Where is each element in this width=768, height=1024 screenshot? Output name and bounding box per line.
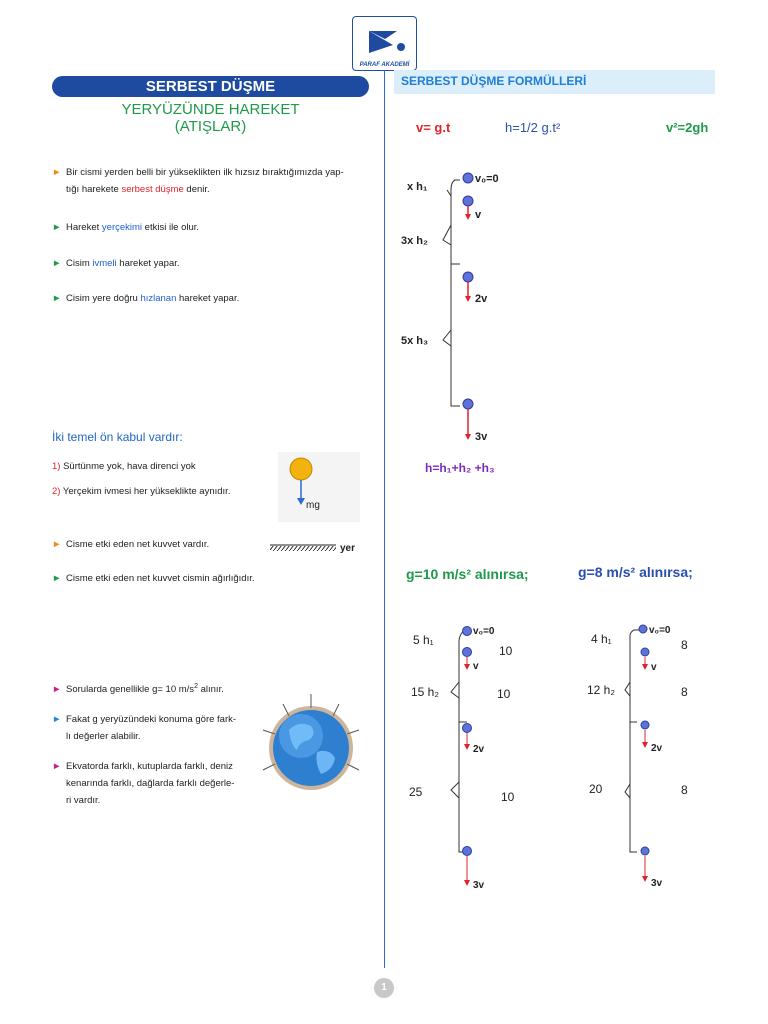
fall-diagram bbox=[395, 160, 535, 485]
bullet-net-force: ► Cisme etki eden net kuvvet vardır. bbox=[52, 539, 210, 550]
bullet-gravity: ► Hareket yerçekimi etkisi ile olur. bbox=[52, 222, 200, 233]
svg-text:v₀=0: v₀=0 bbox=[649, 625, 671, 636]
column-divider bbox=[384, 70, 385, 968]
assumption-1: 1) Sürtünme yok, hava direnci yok bbox=[52, 461, 196, 472]
assumption-heading: İki temel ön kabul vardır: bbox=[52, 430, 183, 444]
svg-text:v: v bbox=[473, 661, 479, 672]
g8-diagram bbox=[585, 612, 705, 897]
bullet-definition: ► Bir cismi yerden belli bir yükseklikten ilk hızsız bıraktığımızda yap- tığı harekete serbest düşme denir. bbox=[52, 167, 344, 195]
v1-label: v bbox=[475, 209, 482, 221]
svg-text:2v: 2v bbox=[651, 743, 663, 754]
h2-label: 3x h₂ bbox=[401, 235, 428, 247]
formula-velocity: v= g.t bbox=[416, 120, 451, 135]
bullet-weight: ► Cisme etki eden net kuvvet cismin ağırlığıdır. bbox=[52, 573, 255, 584]
svg-text:15 h₂: 15 h₂ bbox=[411, 685, 440, 699]
g10-title: g=10 m/s² alınırsa; bbox=[406, 566, 529, 582]
subtitle-line1: YERYÜZÜNDE HAREKET bbox=[121, 101, 300, 118]
bullet-speeding: ► Cisim yere doğru hızlanan hareket yapar. bbox=[52, 293, 240, 304]
page-number: 1 bbox=[374, 978, 394, 998]
v3-label: 3v bbox=[475, 431, 488, 443]
svg-text:8: 8 bbox=[681, 638, 688, 652]
height-sum: h=h₁+h₂ +h₃ bbox=[425, 461, 495, 475]
h1-label: x h₁ bbox=[407, 181, 428, 193]
svg-text:10: 10 bbox=[497, 687, 511, 701]
svg-text:10: 10 bbox=[499, 644, 513, 658]
logo bbox=[352, 16, 417, 71]
svg-text:4 h₁: 4 h₁ bbox=[591, 632, 612, 646]
formula-velocity-squared: v²=2gh bbox=[666, 120, 709, 135]
formula-height: h=1/2 g.t² bbox=[505, 120, 561, 135]
bullet-g-varies: ► Fakat g yeryüzündeki konuma göre fark- lı değerler alabilir. bbox=[52, 714, 237, 742]
svg-text:v: v bbox=[651, 662, 657, 673]
formulas-heading: SERBEST DÜŞME FORMÜLLERİ bbox=[401, 74, 587, 88]
svg-text:v₀=0: v₀=0 bbox=[473, 626, 495, 637]
svg-text:25: 25 bbox=[409, 785, 423, 799]
h3-label: 5x h₃ bbox=[401, 335, 429, 347]
assumption-2: 2) Yerçekim ivmesi her yükseklikte aynıdır. bbox=[52, 486, 231, 497]
v0-label: v₀=0 bbox=[475, 173, 499, 185]
svg-text:3v: 3v bbox=[651, 878, 663, 889]
svg-text:20: 20 bbox=[589, 782, 603, 796]
ground-diagram bbox=[270, 540, 360, 556]
svg-text:8: 8 bbox=[681, 783, 688, 797]
ground-label: yer bbox=[340, 543, 356, 554]
logo-mark-icon bbox=[353, 17, 416, 61]
svg-text:8: 8 bbox=[681, 685, 688, 699]
svg-text:10: 10 bbox=[501, 790, 515, 804]
subtitle-line2: (ATIŞLAR) bbox=[174, 118, 247, 135]
svg-text:2v: 2v bbox=[473, 744, 485, 755]
v2-label: 2v bbox=[475, 293, 488, 305]
mg-label: mg bbox=[306, 500, 320, 511]
svg-text:3v: 3v bbox=[473, 880, 485, 891]
logo-text: PARAF AKADEMİ bbox=[359, 62, 410, 68]
svg-text:12 h₂: 12 h₂ bbox=[587, 683, 616, 697]
bullet-accelerated: ► Cisim ivmeli hareket yapar. bbox=[52, 258, 180, 269]
weight-diagram bbox=[278, 452, 360, 522]
bullet-g-locations: ► Ekvatorda farklı, kutuplarda farklı, deniz kenarında farklı, dağlarda farklı değerle- ri vardır. bbox=[52, 761, 235, 806]
bullet-g-value: ► Sorularda genellikle g= 10 $m/s^2$ alınır. bbox=[52, 683, 224, 696]
page-title: SERBEST DÜŞME bbox=[52, 76, 369, 97]
svg-text:5 h₁: 5 h₁ bbox=[413, 633, 434, 647]
g10-diagram bbox=[405, 612, 540, 897]
g8-title: g=8 m/s² alınırsa; bbox=[578, 564, 693, 580]
globe-image bbox=[255, 690, 367, 802]
